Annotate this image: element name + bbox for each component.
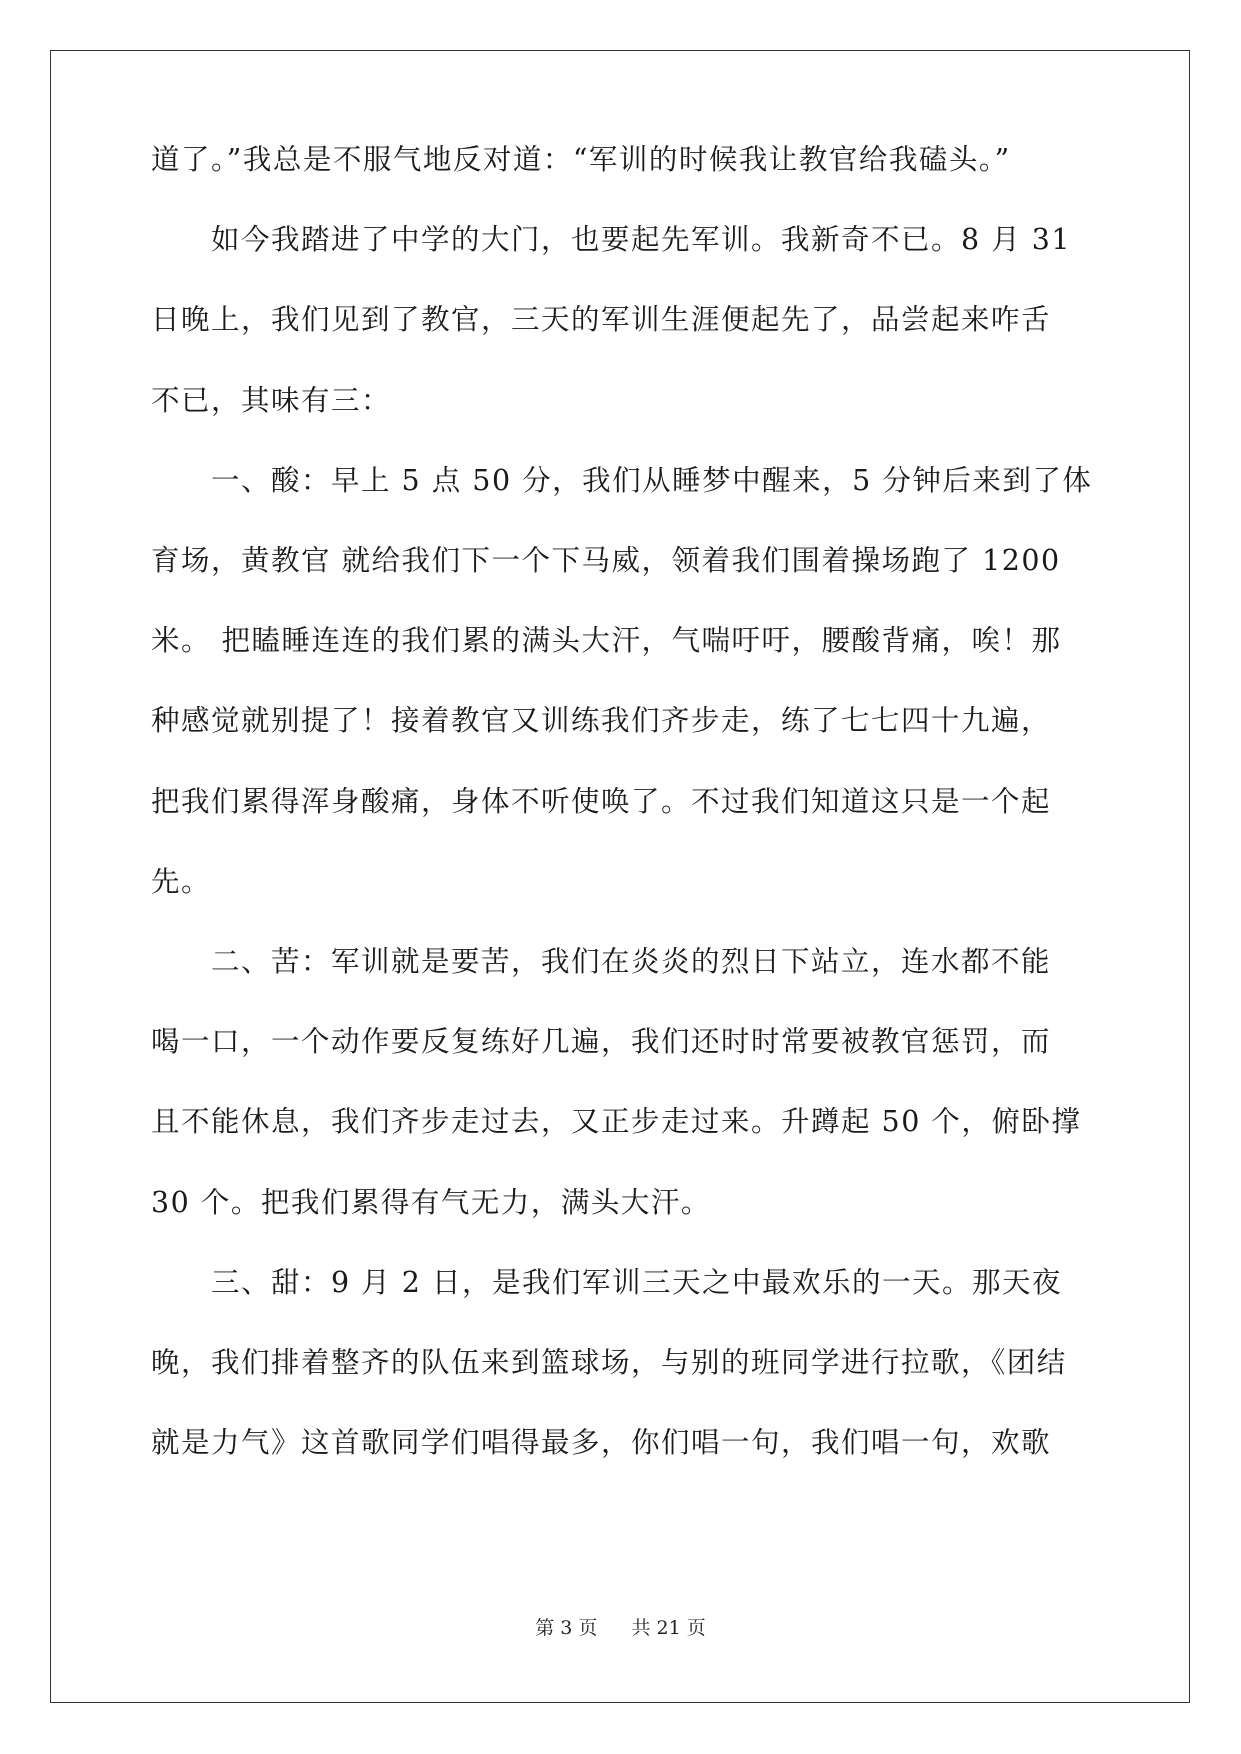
text-line: 不已，其味有三：	[151, 384, 392, 417]
text-line: 先。	[151, 865, 212, 898]
text-line: 三、甜：9 月 2 日，是我们军训三天之中最欢乐的一天。那天夜	[151, 1266, 1062, 1299]
text-line: 喝一口，一个动作要反复练好几遍，我们还时时常要被教官惩罚，而	[151, 1025, 1052, 1058]
page-footer	[0, 1616, 1241, 1640]
text-line: 把我们累得浑身酸痛，身体不听使唤了。不过我们知道这只是一个起	[151, 785, 1052, 818]
text-line: 日晚上，我们见到了教官，三天的军训生涯便起先了，品尝起来咋舌	[151, 303, 1052, 336]
text-line: 道了。”我总是不服气地反对道：“军训的时候我让教官给我磕头。”	[151, 143, 1011, 176]
page-total: 共 21 页	[631, 1617, 706, 1639]
text-line: 晚，我们排着整齐的队伍来到篮球场，与别的班同学进行拉歌，《团结	[151, 1346, 1067, 1379]
text-line: 且不能休息，我们齐步走过去，又正步走过来。升蹲起 50 个，俯卧撑	[151, 1105, 1082, 1138]
text-line: 种感觉就别提了！接着教官又训练我们齐步走，练了七七四十九遍，	[151, 704, 1052, 737]
text-line: 就是力气》这首歌同学们唱得最多，你们唱一句，我们唱一句，欢歌	[151, 1426, 1052, 1459]
page-number: 第 3 页	[535, 1617, 598, 1639]
text-line: 米。 把瞌睡连连的我们累的满头大汗，气喘吁吁，腰酸背痛，唉！那	[151, 624, 1062, 657]
text-line: 育场，黄教官 就给我们下一个下马威，领着我们围着操场跑了 1200	[151, 544, 1061, 577]
text-line: 二、苦：军训就是要苦，我们在炎炎的烈日下站立，连水都不能	[151, 945, 1052, 978]
text-line: 一、酸：早上 5 点 50 分，我们从睡梦中醒来，5 分钟后来到了体	[151, 464, 1093, 497]
text-line: 如今我踏进了中学的大门，也要起先军训。我新奇不已。8 月 31	[151, 223, 1072, 256]
text-line: 30 个。把我们累得有气无力，满头大汗。	[151, 1186, 711, 1219]
